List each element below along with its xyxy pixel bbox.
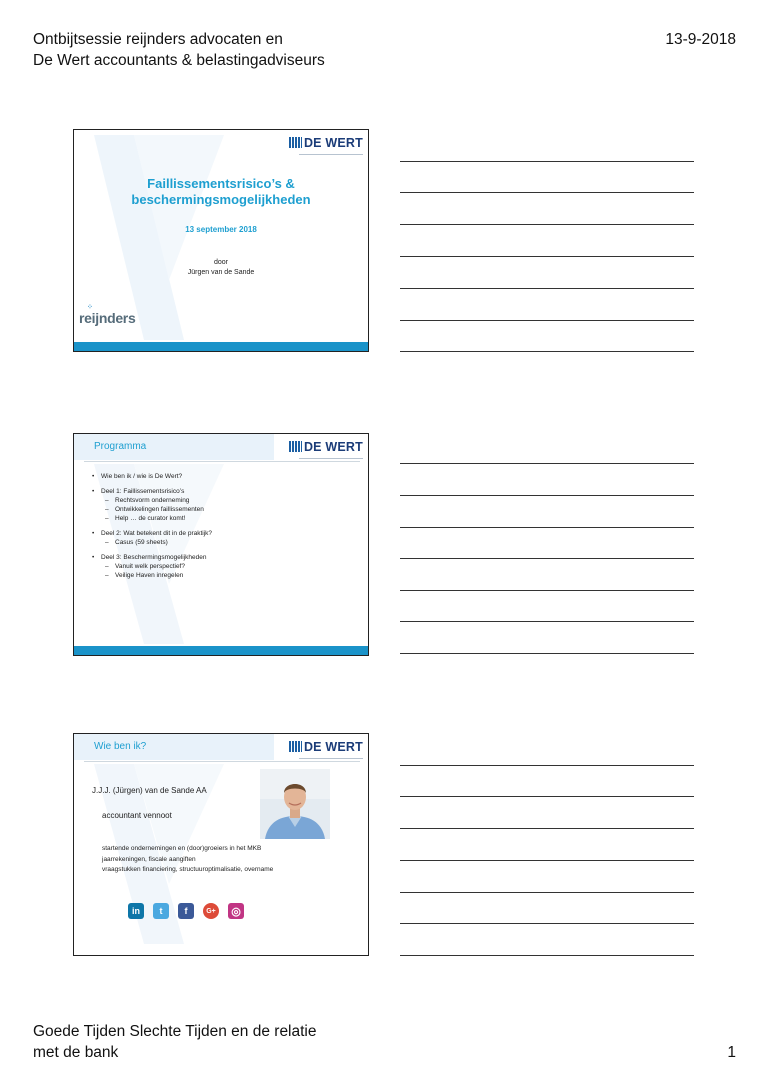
note-line — [400, 923, 694, 924]
slide-title: Wie ben ik? — [94, 741, 147, 752]
presenter-role: accountant vennoot — [102, 811, 172, 820]
presenter-expertise: startende ondernemingen en (door)groeiers in het MKB jaarrekeningen, fiscale aangiften vraagstukken financiering, structuuroptimalisatie, overname — [102, 845, 274, 873]
agenda-subitem: – Vanuit welk perspectief? — [92, 562, 212, 571]
agenda-item: • Deel 3: Beschermingsmogelijkheden — [92, 553, 212, 562]
header-date: 13-9-2018 — [665, 31, 736, 48]
handout-header-title — [33, 29, 325, 71]
note-line — [400, 765, 694, 766]
note-line — [400, 351, 694, 352]
presenter-name: J.J.J. (Jürgen) van de Sande AA — [92, 786, 207, 795]
agenda-item: • Wie ben ik / wie is De Wert? — [92, 472, 212, 481]
slide-presenter: Jürgen van de Sande — [187, 269, 255, 276]
note-line — [400, 161, 694, 162]
dewert-logo-tagline — [299, 153, 363, 157]
agenda-subitem: – Help … de curator komt! — [92, 514, 212, 523]
facebook-icon[interactable]: f — [178, 903, 194, 919]
dewert-logo: DE WERT — [289, 438, 363, 461]
agenda-subitem: – Ontwikkelingen faillissementen — [92, 505, 212, 514]
note-line — [400, 828, 694, 829]
footer-line1: Goede Tijden Slechte Tijden en de relatie — [33, 1023, 317, 1040]
dewert-logo: DE WERT — [289, 738, 363, 761]
presenter-photo-image — [260, 769, 330, 839]
dewert-logo: DE WERT — [289, 134, 363, 157]
note-line — [400, 653, 694, 654]
slide-title: Programma — [94, 441, 147, 452]
slide-footer-bar — [74, 342, 368, 351]
dewert-logo-mark-icon — [289, 441, 302, 452]
instagram-icon[interactable]: ◎ — [228, 903, 244, 919]
note-line — [400, 892, 694, 893]
dewert-logo-tagline — [299, 757, 363, 761]
page-number: 1 — [727, 1044, 736, 1061]
note-line — [400, 860, 694, 861]
googleplus-icon[interactable]: G+ — [203, 903, 219, 919]
note-line — [400, 495, 694, 496]
presenter-photo — [260, 769, 330, 839]
note-line — [400, 590, 694, 591]
dewert-logo-mark-icon — [289, 137, 302, 148]
note-line — [400, 796, 694, 797]
slide-by-label: door — [213, 259, 228, 266]
note-line — [400, 527, 694, 528]
note-line — [400, 558, 694, 559]
dewert-logo-tagline — [299, 457, 363, 461]
slide-thumbnail-wie-ben-ik — [73, 733, 369, 956]
note-line — [400, 224, 694, 225]
agenda-subitem: – Casus (59 sheets) — [92, 538, 212, 547]
slide-title: Faillissementsrisico’s & beschermingsmogelijkheden — [131, 176, 311, 207]
note-line — [400, 288, 694, 289]
slide-title-divider — [84, 761, 360, 762]
note-line — [400, 463, 694, 464]
footer-line2: met de bank — [33, 1044, 119, 1061]
slide-title-divider — [84, 461, 360, 462]
slide-thumbnail-title — [73, 129, 369, 352]
header-title-line1: Ontbijtsessie reijnders advocaten en — [33, 31, 283, 48]
note-line — [400, 621, 694, 622]
header-title-line2: De Wert accountants & belastingadviseurs — [33, 52, 325, 69]
reijnders-logo-dots-icon: ⁘ — [87, 304, 92, 311]
slide-date: 13 september 2018 — [185, 225, 257, 234]
reijnders-logo: ⁘ reijnders — [79, 304, 136, 326]
slide-thumbnail-programma — [73, 433, 369, 656]
note-line — [400, 256, 694, 257]
twitter-icon[interactable]: t — [153, 903, 169, 919]
agenda-item: • Deel 2: Wat betekent dit in de praktijk? — [92, 529, 212, 538]
note-line — [400, 192, 694, 193]
handout-footer-title — [33, 1021, 317, 1063]
social-links — [128, 903, 244, 919]
agenda-subitem: – Veilige Haven inregelen — [92, 571, 212, 580]
agenda-item: • Deel 1: Faillissementsrisico’s — [92, 487, 212, 496]
agenda-subitem: – Rechtsvorm onderneming — [92, 496, 212, 505]
dewert-logo-mark-icon — [289, 741, 302, 752]
note-line — [400, 955, 694, 956]
linkedin-icon[interactable]: in — [128, 903, 144, 919]
slide-footer-bar — [74, 646, 368, 655]
agenda-list — [92, 472, 212, 580]
note-line — [400, 320, 694, 321]
